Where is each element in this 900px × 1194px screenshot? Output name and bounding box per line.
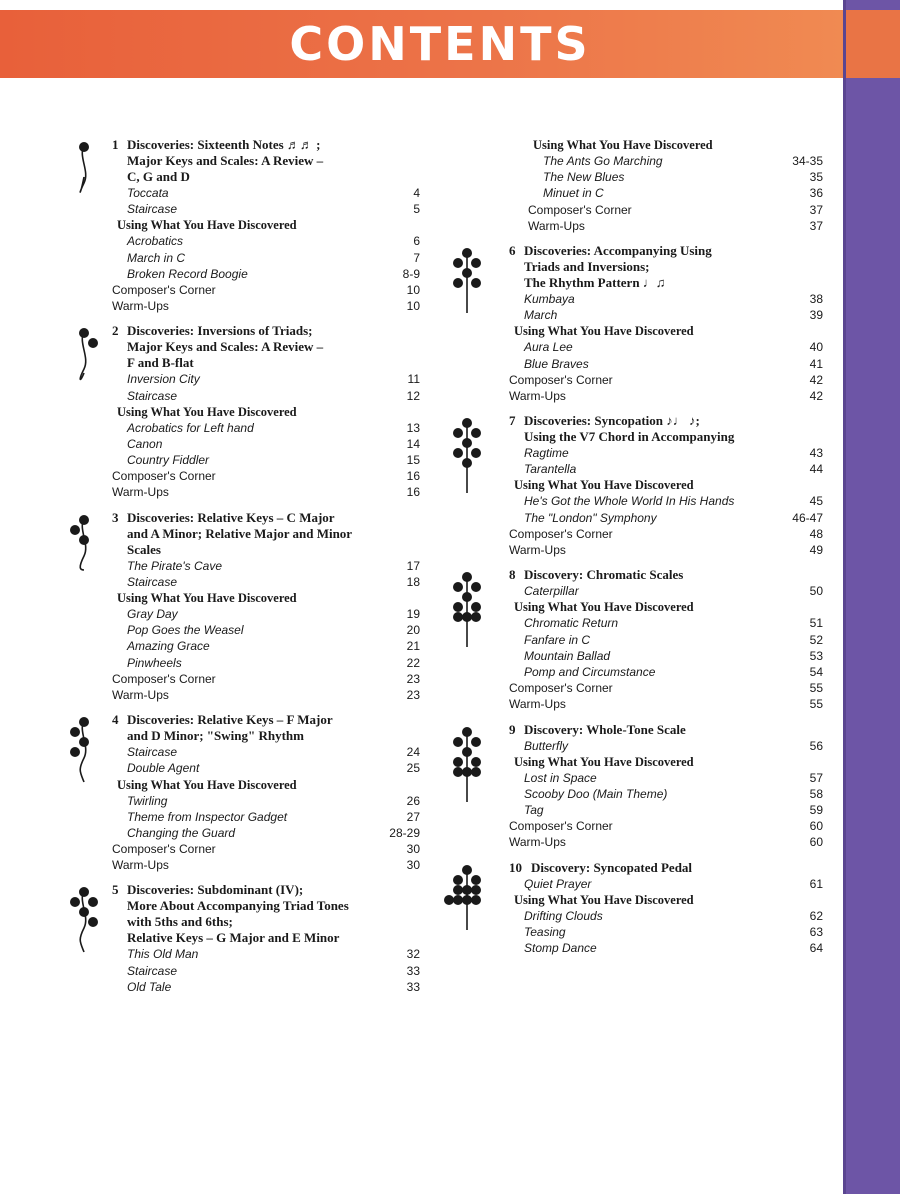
page-title: CONTENTS [289, 17, 591, 71]
piece-title: Amazing Grace [127, 639, 210, 654]
unit-heading-line: Discoveries: Accompanying Using [524, 242, 712, 258]
page-number: 23 [406, 687, 420, 702]
page-number: 49 [809, 543, 823, 557]
page-number: 59 [809, 803, 823, 818]
piece-title: Scooby Doo (Main Theme) [524, 786, 668, 801]
unit-body [509, 243, 823, 404]
piece-title: Blue Braves [524, 356, 589, 371]
piece-entry[interactable] [112, 638, 420, 654]
unit-number: 9 [509, 721, 516, 737]
section-entry[interactable] [112, 857, 420, 873]
piece-title: Drifting Clouds [524, 908, 603, 923]
unit-body [509, 413, 823, 558]
section-title: Composer's Corner [509, 681, 613, 696]
section-entry[interactable] [509, 542, 823, 558]
section-entry[interactable] [112, 484, 420, 500]
piece-title: Canon [127, 436, 163, 451]
piece-entry[interactable] [509, 445, 823, 461]
section-title: Warm-Ups [509, 697, 566, 712]
unit-body [112, 882, 420, 995]
piece-title: Toccata [127, 186, 169, 200]
piece-entry[interactable] [509, 908, 823, 924]
piece-entry[interactable] [509, 664, 823, 680]
section-title: Warm-Ups [509, 388, 566, 403]
piece-entry[interactable] [112, 371, 420, 387]
piece-title: Staircase [127, 745, 178, 760]
piece-entry[interactable] [509, 461, 823, 477]
page-number: 58 [809, 786, 823, 801]
unit-body [509, 860, 823, 957]
piece-title: Tag [524, 803, 544, 818]
unit-number: 10 [509, 859, 522, 875]
piece-entry[interactable] [112, 233, 420, 249]
using-what-you-have-discovered-heading: Using What You Have Discovered [514, 892, 694, 907]
piece-entry[interactable] [509, 510, 823, 526]
piece-title: March [524, 308, 558, 323]
unit-heading-line: Triads and Inversions; [524, 258, 650, 274]
unit-heading [112, 510, 420, 558]
page-number: 60 [809, 835, 823, 850]
section-entry[interactable] [112, 671, 420, 687]
contents-unit [443, 413, 823, 558]
page-number: 33 [406, 963, 420, 978]
page-number: 16 [406, 485, 420, 500]
unit-heading-line: Discoveries: Relative Keys – C Major [127, 509, 335, 525]
piece-title: Staircase [127, 202, 178, 217]
page-number: 55 [809, 697, 823, 712]
page-number: 53 [809, 648, 823, 663]
piece-title: The Pirate's Cave [127, 558, 222, 573]
section-entry[interactable] [509, 834, 823, 850]
piece-entry[interactable] [112, 250, 420, 266]
piece-entry[interactable] [112, 574, 420, 590]
section-entry[interactable] [112, 841, 420, 857]
page-number: 26 [406, 793, 420, 808]
unit-heading-line: with 5ths and 6ths; [127, 914, 233, 930]
piece-entry[interactable] [112, 452, 420, 468]
piece-entry[interactable] [112, 825, 420, 841]
unit-heading-line: More About Accompanying Triad Tones [127, 898, 349, 914]
piece-title: Ragtime [524, 446, 569, 461]
piece-entry[interactable] [509, 356, 823, 372]
piece-entry[interactable] [528, 153, 823, 169]
contents-column-right [443, 137, 823, 965]
using-what-you-have-discovered-heading: Using What You Have Discovered [514, 324, 694, 339]
unit-heading [509, 413, 823, 445]
page-number: 57 [809, 770, 823, 785]
piece-entry[interactable] [509, 738, 823, 754]
contents-unit [443, 722, 823, 851]
piece-entry[interactable] [112, 388, 420, 404]
page-number: 45 [809, 494, 823, 509]
piece-title: The Ants Go Marching [543, 154, 663, 168]
four-note-stem-icon [60, 712, 108, 792]
unit-number: 8 [509, 567, 516, 583]
contents-unit [443, 243, 823, 404]
page-number: 13 [406, 420, 420, 435]
piece-entry[interactable] [112, 201, 420, 217]
piece-entry[interactable] [509, 924, 823, 940]
unit-heading-line: Scales [127, 541, 161, 557]
piece-title: Pop Goes the Weasel [127, 623, 244, 638]
page-number: 34-35 [792, 154, 823, 168]
page-number: 56 [809, 738, 823, 753]
piece-entry[interactable] [112, 436, 420, 452]
page-number: 37 [809, 218, 823, 233]
unit-heading-line: Relative Keys – G Major and E Minor [127, 930, 340, 946]
piece-title: Acrobatics for Left hand [127, 420, 254, 435]
page-number: 44 [809, 462, 823, 477]
piece-title: Old Tale [127, 979, 172, 994]
piece-title: Staircase [127, 574, 178, 589]
unit-heading-lines [127, 323, 420, 371]
unit-heading-lines [524, 722, 823, 738]
section-entry[interactable] [112, 282, 420, 298]
unit-heading [112, 882, 420, 946]
section-entry[interactable] [528, 202, 823, 218]
unit-heading-line: and D Minor; "Swing" Rhythm [127, 728, 304, 744]
side-bar-edge [843, 0, 846, 1194]
unit-body [112, 323, 420, 500]
unit-heading-line: Discovery: Chromatic Scales [524, 567, 684, 583]
piece-title: Country Fiddler [127, 453, 210, 468]
section-title: Warm-Ups [509, 835, 566, 850]
section-entry[interactable] [509, 818, 823, 834]
piece-entry[interactable] [509, 307, 823, 323]
section-title: Composer's Corner [112, 671, 216, 686]
page-number: 36 [809, 186, 823, 201]
section-title: Warm-Ups [112, 485, 169, 500]
section-title: Composer's Corner [112, 469, 216, 484]
unit-number: 7 [509, 413, 516, 429]
contents-unit [60, 137, 420, 314]
unit-heading-lines [127, 510, 420, 558]
piece-entry[interactable] [509, 615, 823, 631]
piece-entry[interactable] [112, 793, 420, 809]
page-number: 54 [809, 664, 823, 679]
unit-heading [509, 567, 823, 583]
page-number: 14 [406, 436, 420, 451]
piece-title: Caterpillar [524, 584, 579, 599]
piece-entry[interactable] [112, 760, 420, 776]
unit-number: 3 [112, 509, 119, 525]
page-number: 61 [809, 876, 823, 891]
section-title: Warm-Ups [528, 218, 585, 233]
section-entry[interactable] [528, 218, 823, 234]
using-what-you-have-discovered-heading: Using What You Have Discovered [514, 600, 694, 615]
piece-title: Quiet Prayer [524, 876, 592, 891]
contents-unit [60, 712, 420, 873]
page-number: 63 [809, 925, 823, 939]
section-entry[interactable] [112, 468, 420, 484]
page-number: 39 [809, 308, 823, 323]
piece-title: Mountain Ballad [524, 648, 611, 663]
piece-entry[interactable] [509, 770, 823, 786]
piece-entry[interactable] [112, 963, 420, 979]
piece-title: Kumbaya [524, 291, 575, 306]
piece-entry[interactable] [509, 583, 823, 599]
unit-heading-lines [127, 712, 420, 744]
page-number: 25 [406, 761, 420, 776]
page-number: 42 [809, 372, 823, 387]
unit-heading-line: Discovery: Whole-Tone Scale [524, 721, 686, 737]
page-number: 60 [809, 819, 823, 834]
unit-heading-line: Using the V7 Chord in Accompanying [524, 429, 735, 445]
section-title: Warm-Ups [112, 299, 169, 314]
page-number: 41 [809, 356, 823, 371]
using-what-you-have-discovered-heading: Using What You Have Discovered [533, 138, 713, 152]
page-number: 19 [406, 607, 420, 621]
page-number: 17 [406, 558, 420, 573]
piece-entry[interactable] [509, 493, 823, 509]
piece-entry[interactable] [112, 606, 420, 622]
three-note-stem-icon [60, 510, 108, 590]
page-number: 55 [809, 681, 823, 696]
piece-title: Twirling [127, 793, 168, 808]
unit-heading-lines [524, 243, 823, 291]
piece-title: Minuet in C [543, 186, 604, 201]
piece-entry[interactable] [509, 786, 823, 802]
page-number: 48 [809, 526, 823, 541]
unit-body [509, 567, 823, 712]
piece-title: March in C [127, 250, 186, 265]
contents-unit [443, 860, 823, 957]
unit-number: 6 [509, 242, 516, 258]
piece-entry[interactable] [509, 632, 823, 648]
purple-side-bar [843, 0, 900, 1194]
piece-entry[interactable] [509, 940, 823, 956]
piece-title: Butterfly [524, 738, 569, 753]
piece-entry[interactable] [112, 185, 420, 201]
unit-heading-lines [127, 882, 420, 946]
page-number: 10 [406, 299, 420, 314]
piece-entry[interactable] [509, 339, 823, 355]
piece-entry[interactable] [528, 185, 823, 201]
page-number: 24 [406, 745, 420, 760]
unit-body [112, 510, 420, 704]
section-title: Composer's Corner [528, 202, 632, 217]
using-what-you-have-discovered-heading: Using What You Have Discovered [514, 478, 694, 493]
piece-title: This Old Man [127, 947, 199, 962]
unit-heading [112, 323, 420, 371]
page-number: 30 [406, 858, 420, 873]
page-number: 32 [406, 947, 420, 962]
page-number: 4 [413, 186, 420, 200]
piece-title: Pinwheels [127, 655, 182, 670]
section-title: Warm-Ups [112, 858, 169, 873]
section-entry[interactable] [112, 687, 420, 703]
unit-heading-line: Discoveries: Subdominant (IV); [127, 882, 304, 898]
section-entry[interactable] [509, 680, 823, 696]
using-what-you-have-discovered-heading: Using What You Have Discovered [117, 404, 297, 419]
section-title: Composer's Corner [509, 372, 613, 387]
piece-title: Lost in Space [524, 770, 597, 785]
five-note-stem-icon [60, 882, 108, 962]
piece-entry[interactable] [112, 744, 420, 760]
piece-entry[interactable] [528, 169, 823, 185]
piece-title: Double Agent [127, 761, 200, 776]
section-title: Warm-Ups [509, 543, 566, 557]
page-number: 5 [413, 202, 420, 217]
unit-number: 2 [112, 323, 119, 339]
piece-entry[interactable] [112, 655, 420, 671]
page-number: 8-9 [402, 266, 420, 281]
contents-unit [443, 567, 823, 712]
piece-title: Broken Record Boogie [127, 266, 248, 281]
contents-unit [60, 323, 420, 500]
piece-title: Gray Day [127, 607, 178, 621]
section-title: Composer's Corner [509, 819, 613, 834]
unit-number: 4 [112, 712, 119, 728]
seven-note-tree-icon [443, 413, 491, 493]
piece-entry[interactable] [112, 979, 420, 995]
page-number: 64 [809, 941, 823, 956]
page-number: 28-29 [389, 825, 420, 840]
page-number: 11 [407, 372, 420, 387]
page-number: 6 [413, 234, 420, 249]
unit-heading-lines [531, 860, 823, 876]
piece-title: Inversion City [127, 372, 200, 387]
page-number: 10 [406, 282, 420, 297]
piece-entry[interactable] [509, 876, 823, 892]
page-number: 21 [406, 639, 420, 654]
two-note-stem-icon [60, 323, 108, 403]
unit-heading [112, 137, 420, 185]
page-number: 52 [809, 632, 823, 647]
section-title: Composer's Corner [509, 526, 613, 541]
unit-body [112, 712, 420, 873]
contents-column-left [60, 137, 420, 1004]
section-entry[interactable] [112, 298, 420, 314]
page-number: 50 [809, 584, 823, 599]
piece-entry[interactable] [112, 809, 420, 825]
page-number: 42 [809, 388, 823, 403]
page-number: 18 [406, 574, 420, 589]
page-number: 7 [413, 250, 420, 265]
unit-number: 5 [112, 882, 119, 898]
section-title: Warm-Ups [112, 687, 169, 702]
page-number: 62 [809, 908, 823, 923]
unit-heading-line: Discoveries: Relative Keys – F Major [127, 712, 333, 728]
page-number: 22 [406, 655, 420, 670]
contents-unit [60, 882, 420, 995]
unit-heading-line: The Rhythm Pattern ♩♫ [524, 274, 666, 290]
section-title: Composer's Corner [112, 842, 216, 857]
piece-title: Pomp and Circumstance [524, 664, 656, 679]
using-what-you-have-discovered-heading: Using What You Have Discovered [514, 754, 694, 769]
piece-title: The New Blues [543, 170, 625, 185]
unit-heading-lines [127, 137, 420, 185]
unit-heading-line: Major Keys and Scales: A Review – [127, 339, 324, 355]
using-what-you-have-discovered-heading: Using What You Have Discovered [117, 218, 297, 233]
unit-heading [112, 712, 420, 744]
section-title: Composer's Corner [112, 282, 216, 297]
page-number: 30 [406, 842, 420, 857]
piece-title: Theme from Inspector Gadget [127, 809, 288, 824]
unit-heading-lines [524, 413, 823, 445]
piece-entry[interactable] [112, 420, 420, 436]
piece-title: The "London" Symphony [524, 510, 657, 525]
eight-note-tree-icon [443, 567, 491, 647]
contents-unit [60, 510, 420, 704]
section-entry[interactable] [509, 526, 823, 542]
unit-heading-line: and A Minor; Relative Major and Minor [127, 525, 353, 541]
piece-title: Chromatic Return [524, 616, 619, 631]
page-number: 23 [406, 671, 420, 686]
contents-unit-continued [443, 137, 823, 234]
page-number: 46-47 [792, 510, 823, 525]
page-number: 40 [809, 340, 823, 355]
piece-entry[interactable] [509, 802, 823, 818]
piece-entry[interactable] [112, 946, 420, 962]
piece-entry[interactable] [509, 648, 823, 664]
six-note-tree-icon [443, 243, 491, 323]
using-what-you-have-discovered-heading: Using What You Have Discovered [117, 777, 297, 792]
quarter-note-stem-icon [60, 137, 108, 217]
unit-heading-lines [524, 567, 823, 583]
piece-title: Fanfare in C [524, 632, 591, 647]
piece-title: Teasing [524, 925, 566, 939]
unit-heading-line: Discoveries: Syncopation ♪♩ ♪; [524, 413, 700, 429]
unit-heading-line: Discoveries: Inversions of Triads; [127, 323, 313, 339]
page-number: 27 [406, 809, 420, 824]
piece-entry[interactable] [509, 291, 823, 307]
section-entry[interactable] [509, 388, 823, 404]
unit-heading [509, 722, 823, 738]
nine-note-tree-icon [443, 722, 491, 802]
unit-heading [509, 243, 823, 291]
page-number: 15 [406, 453, 420, 468]
section-entry[interactable] [509, 372, 823, 388]
piece-title: Acrobatics [127, 234, 184, 249]
page-number: 38 [809, 291, 823, 306]
page-number: 20 [406, 623, 420, 638]
piece-title: Staircase [127, 388, 178, 403]
ten-note-tree-icon [443, 860, 491, 940]
piece-title: Changing the Guard [127, 825, 236, 840]
piece-title: Stomp Dance [524, 941, 597, 956]
page-number: 33 [406, 979, 420, 994]
piece-title: Staircase [127, 963, 178, 978]
piece-entry[interactable] [112, 266, 420, 282]
piece-entry[interactable] [112, 558, 420, 574]
unit-body [528, 137, 823, 234]
page-number: 51 [809, 616, 823, 631]
section-entry[interactable] [509, 696, 823, 712]
page-number: 37 [809, 202, 823, 217]
page-number: 12 [406, 388, 420, 403]
piece-title: He's Got the Whole World In His Hands [524, 494, 735, 509]
page-number: 35 [809, 170, 823, 185]
unit-heading [509, 860, 823, 876]
unit-number: 1 [112, 137, 119, 152]
using-what-you-have-discovered-heading: Using What You Have Discovered [117, 591, 297, 605]
unit-heading-line: C, G and D [127, 169, 190, 184]
unit-heading-line: Discoveries: Sixteenth Notes ♬♬ ; [127, 137, 321, 152]
unit-body [509, 722, 823, 851]
piece-title: Tarantella [524, 462, 577, 477]
unit-heading-line: Discovery: Syncopated Pedal [531, 859, 693, 875]
unit-heading-line: Major Keys and Scales: A Review – [127, 153, 324, 168]
page-number: 43 [809, 446, 823, 461]
piece-title: Aura Lee [524, 340, 573, 355]
unit-heading-line: F and B-flat [127, 355, 194, 371]
page-number: 16 [406, 469, 420, 484]
unit-body [112, 137, 420, 314]
piece-entry[interactable] [112, 622, 420, 638]
